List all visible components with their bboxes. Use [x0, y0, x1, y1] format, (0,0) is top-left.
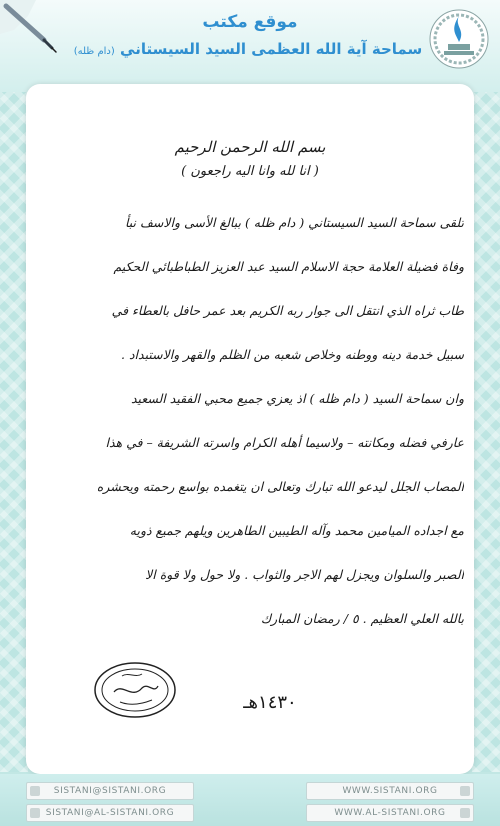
square-bullet-icon [460, 808, 470, 818]
letter-line: الصبر والسلوان ويجزل لهم الاجر والثواب . ولا حول ولا قوة الا [145, 567, 464, 582]
condolence-letter [36, 138, 464, 678]
pen-icon [0, 0, 70, 70]
footer-website-link-alt[interactable] [306, 804, 474, 822]
quran-verse: ( انا لله وانا اليه راجعون ) [181, 164, 319, 179]
square-bullet-icon [30, 808, 40, 818]
letter-line: وان سماحة السيد ( دام ظله ) اذ يعزي جميع محبي الفقيد السعيد [130, 391, 464, 406]
square-bullet-icon [30, 786, 40, 796]
footer-email-link[interactable] [26, 782, 194, 800]
square-bullet-icon [460, 786, 470, 796]
letter-line: تلقى سماحة السيد السيستاني ( دام ظله ) ببالغ الأسى والاسف نبأ [124, 215, 464, 230]
site-footer [0, 774, 500, 826]
basmala: بسم الله الرحمن الرحيم [174, 138, 326, 156]
footer-link-label: SISTANI@SISTANI.ORG [53, 786, 167, 796]
letter-line: مع اجداده الميامين محمد وآله الطيبين الطاهرين ويلهم جميع ذويه [129, 523, 464, 538]
left-pattern-border [0, 92, 28, 772]
letter-line: المصاب الجلل ليدعو الله تبارك وتعالى ان يتغمده بواسع رحمته ويحشره [96, 479, 464, 494]
footer-email-link-alt[interactable] [26, 804, 194, 822]
letter-line: عارفي فضله ومكانته – ولاسيما أهله الكرام واسرته الشريفة – في هذا [105, 435, 464, 450]
site-header [0, 0, 500, 92]
footer-website-link[interactable] [306, 782, 474, 800]
site-title-suffix: (دام ظله) [73, 46, 115, 57]
hijri-year: ١٤٣٠هـ [243, 692, 297, 713]
right-pattern-border [472, 92, 500, 772]
site-logo-icon[interactable] [428, 8, 490, 70]
footer-link-label: WWW.AL-SISTANI.ORG [334, 808, 446, 818]
letter-closing-line: بالله العلي العظيم . ٥ / رمضان المبارك [260, 611, 464, 626]
office-seal-stamp [92, 660, 178, 720]
footer-link-label: WWW.SISTANI.ORG [342, 786, 438, 796]
site-title-name: سماحة آية الله العظمى السيد السيستاني [120, 40, 423, 58]
site-title-line2 [72, 40, 424, 58]
letter-line: طاب ثراه الذي انتقل الى جوار ربه الكريم بعد عمر حافل بالعطاء في [111, 303, 464, 318]
letter-line: سبيل خدمة دينه ووطنه وخلاص شعبه من الظلم والقهر والاستبداد . [121, 347, 464, 362]
footer-link-label: SISTANI@AL-SISTANI.ORG [45, 808, 175, 818]
letter-line: وفاة فضيلة العلامة حجة الاسلام السيد عبد العزيز الطباطبائي الحكيم [113, 259, 464, 274]
site-title-line1: موقع مكتب [202, 12, 298, 32]
